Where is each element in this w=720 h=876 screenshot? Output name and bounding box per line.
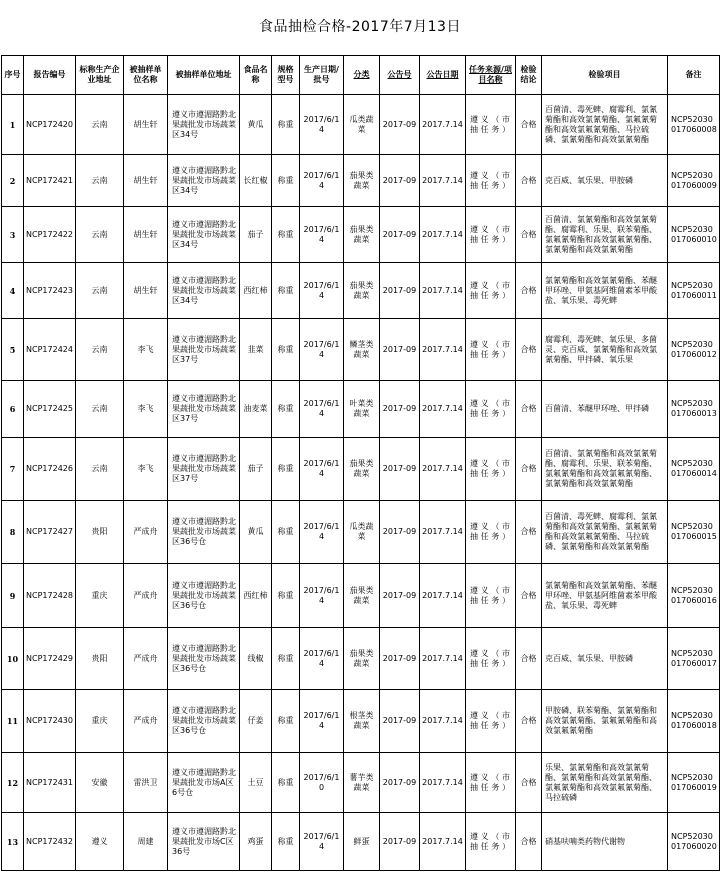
task-source-cell: 遵义（市抽任务） [466, 95, 516, 155]
category-cell: 叶菜类蔬菜 [344, 381, 380, 438]
notice-date-cell: 2017.7.14 [420, 263, 466, 319]
notice-date-cell: 2017.7.14 [420, 628, 466, 690]
production-date-cell: 2017/6/14 [300, 319, 344, 381]
food-name-cell: 茄子 [240, 438, 272, 501]
report-number-cell: NCP172430 [24, 690, 76, 753]
notice-number-cell: 2017-09 [380, 690, 420, 753]
origin-address-cell: 安徽 [76, 753, 124, 813]
spec-cell: 称重 [272, 690, 300, 753]
header-cell: 分类 [344, 56, 380, 95]
food-name-cell: 鸡蛋 [240, 813, 272, 871]
origin-address-cell: 重庆 [76, 564, 124, 628]
category-cell: 薯芋类蔬菜 [344, 753, 380, 813]
result-cell: 合格 [516, 263, 542, 319]
task-source-cell: 遵义（市抽任务） [466, 501, 516, 564]
sampled-unit-cell: 严成舟 [124, 690, 168, 753]
seq-cell: 12 [2, 753, 24, 813]
sampled-unit-cell: 周建 [124, 813, 168, 871]
origin-address-cell: 云南 [76, 263, 124, 319]
food-name-cell: 仔姜 [240, 690, 272, 753]
remark-cell: NCP52030017060013 [668, 381, 720, 438]
sampled-unit-address-cell: 遵义市遵湄路黔北果蔬批发市场蔬菜区34号 [168, 155, 240, 207]
notice-number-cell: 2017-09 [380, 95, 420, 155]
food-name-cell: 油麦菜 [240, 381, 272, 438]
task-source-cell: 遵义（市抽任务） [466, 381, 516, 438]
header-cell: 被抽样单位地址 [168, 56, 240, 95]
remark-cell: NCP52030017060016 [668, 564, 720, 628]
report-number-cell: NCP172425 [24, 381, 76, 438]
test-items-cell: 乐果、氯氰菊酯和高效氯氰菊酯、氯氰菊酯和高效氯氰菊酯、氯氟氰菊酯和高效氯氟氰菊酯、马拉硫磷 [542, 753, 668, 813]
task-source-cell: 遵义（市抽任务） [466, 207, 516, 263]
result-cell: 合格 [516, 501, 542, 564]
sampled-unit-cell: 雷洪卫 [124, 753, 168, 813]
task-source-cell: 遵义（市抽任务） [466, 319, 516, 381]
notice-number-cell: 2017-09 [380, 628, 420, 690]
notice-number-cell: 2017-09 [380, 564, 420, 628]
notice-date-cell: 2017.7.14 [420, 319, 466, 381]
production-date-cell: 2017/6/14 [300, 95, 344, 155]
notice-number-cell: 2017-09 [380, 319, 420, 381]
sampled-unit-cell: 胡生轩 [124, 155, 168, 207]
result-cell: 合格 [516, 813, 542, 871]
sampled-unit-address-cell: 遵义市遵湄路黔北果蔬批发市场蔬菜区34号 [168, 95, 240, 155]
header-cell: 任务来源/项目名称 [466, 56, 516, 95]
table-row [2, 690, 720, 753]
result-cell: 合格 [516, 690, 542, 753]
report-number-cell: NCP172422 [24, 207, 76, 263]
food-name-cell: 长红椒 [240, 155, 272, 207]
header-cell: 规格型号 [272, 56, 300, 95]
remark-cell: NCP52030017060012 [668, 319, 720, 381]
food-name-cell: 茄子 [240, 207, 272, 263]
remark-cell: NCP52030017060019 [668, 753, 720, 813]
task-source-cell: 遵义（市抽任务） [466, 690, 516, 753]
spec-cell: 称重 [272, 628, 300, 690]
table-row [2, 753, 720, 813]
category-cell: 茄果类蔬菜 [344, 155, 380, 207]
seq-cell: 6 [2, 381, 24, 438]
result-cell: 合格 [516, 95, 542, 155]
notice-date-cell: 2017.7.14 [420, 438, 466, 501]
category-cell: 根茎类蔬菜 [344, 690, 380, 753]
notice-number-cell: 2017-09 [380, 207, 420, 263]
table-row [2, 95, 720, 155]
sampled-unit-address-cell: 遵义市遵湄路黔北果蔬批发市场蔬菜区37号 [168, 438, 240, 501]
table-row [2, 628, 720, 690]
seq-cell: 11 [2, 690, 24, 753]
report-number-cell: NCP172429 [24, 628, 76, 690]
report-number-cell: NCP172431 [24, 753, 76, 813]
notice-number-cell: 2017-09 [380, 381, 420, 438]
production-date-cell: 2017/6/10 [300, 753, 344, 813]
spec-cell: 称重 [272, 319, 300, 381]
test-items-cell: 百菌清、苯醚甲环唑、甲拌磷 [542, 381, 668, 438]
category-cell: 茄果类蔬菜 [344, 628, 380, 690]
category-cell: 鳞茎类蔬菜 [344, 319, 380, 381]
food-name-cell: 西红柿 [240, 263, 272, 319]
spec-cell: 称重 [272, 813, 300, 871]
table-row [2, 207, 720, 263]
report-number-cell: NCP172432 [24, 813, 76, 871]
origin-address-cell: 云南 [76, 155, 124, 207]
production-date-cell: 2017/6/14 [300, 207, 344, 263]
sampled-unit-cell: 胡生轩 [124, 263, 168, 319]
notice-date-cell: 2017.7.14 [420, 564, 466, 628]
header-cell: 备注 [668, 56, 720, 95]
header-cell: 序号 [2, 56, 24, 95]
food-name-cell: 线椒 [240, 628, 272, 690]
food-name-cell: 韭菜 [240, 319, 272, 381]
origin-address-cell: 云南 [76, 207, 124, 263]
notice-number-cell: 2017-09 [380, 155, 420, 207]
production-date-cell: 2017/6/14 [300, 381, 344, 438]
notice-date-cell: 2017.7.14 [420, 381, 466, 438]
seq-cell: 4 [2, 263, 24, 319]
remark-cell: NCP52030017060018 [668, 690, 720, 753]
inspection-table [1, 55, 720, 871]
report-number-cell: NCP172424 [24, 319, 76, 381]
production-date-cell: 2017/6/14 [300, 628, 344, 690]
header-cell: 被抽样单位名称 [124, 56, 168, 95]
spec-cell: 称重 [272, 155, 300, 207]
table-row [2, 155, 720, 207]
table-row [2, 263, 720, 319]
food-name-cell: 西红柿 [240, 564, 272, 628]
test-items-cell: 克百威、氧乐果、甲胺磷 [542, 155, 668, 207]
page-title: 食品抽检合格-2017年7月13日 [259, 19, 461, 35]
food-name-cell: 黄瓜 [240, 95, 272, 155]
category-cell: 茄果类蔬菜 [344, 207, 380, 263]
test-items-cell: 硝基呋喃类药物代谢物 [542, 813, 668, 871]
remark-cell: NCP52030017060015 [668, 501, 720, 564]
origin-address-cell: 遵义 [76, 813, 124, 871]
spec-cell: 称重 [272, 207, 300, 263]
seq-cell: 9 [2, 564, 24, 628]
notice-date-cell: 2017.7.14 [420, 95, 466, 155]
test-items-cell: 甲胺磷、联苯菊酯、氯氰菊酯和高效氯氰菊酯、氯氟氰菊酯和高效氯氟氰菊酯 [542, 690, 668, 753]
report-number-cell: NCP172427 [24, 501, 76, 564]
test-items-cell: 克百威、氧乐果、甲胺磷 [542, 628, 668, 690]
food-name-cell: 黄瓜 [240, 501, 272, 564]
sampled-unit-cell: 李飞 [124, 381, 168, 438]
table-row [2, 501, 720, 564]
sampled-unit-address-cell: 遵义市遵湄路黔北果蔬批发市场蔬菜区36号仓 [168, 690, 240, 753]
seq-cell: 1 [2, 95, 24, 155]
report-number-cell: NCP172420 [24, 95, 76, 155]
sampled-unit-address-cell: 遵义市遵湄路黔北果蔬批发市场A区6号仓 [168, 753, 240, 813]
notice-date-cell: 2017.7.14 [420, 690, 466, 753]
test-items-cell: 百菌清、氯氰菊酯和高效氯氰菊酯、腐霉利、乐果、联苯菊酯、氯氟氰菊酯和高效氯氟氰菊酯、氯氰菊酯和高效氯氰菊酯 [542, 207, 668, 263]
test-items-cell: 氯氰菊酯和高效氯氰菊酯、苯醚甲环唑、甲氨基阿维菌素苯甲酸盐、氧乐果、毒死蜱 [542, 564, 668, 628]
notice-date-cell: 2017.7.14 [420, 501, 466, 564]
task-source-cell: 遵义（市抽任务） [466, 628, 516, 690]
header-row [2, 56, 720, 95]
notice-date-cell: 2017.7.14 [420, 753, 466, 813]
remark-cell: NCP52030017060017 [668, 628, 720, 690]
sampled-unit-address-cell: 遵义市遵湄路黔北果蔬批发市场蔬菜区36号仓 [168, 501, 240, 564]
sampled-unit-address-cell: 遵义市遵湄路黔北果蔬批发市场蔬菜区36号仓 [168, 628, 240, 690]
notice-date-cell: 2017.7.14 [420, 813, 466, 871]
test-items-cell: 腐霉利、毒死蜱、氧乐果、多菌灵、克百威、氯氰菊酯和高效氯氰菊酯、甲拌磷、氧乐果 [542, 319, 668, 381]
category-cell: 瓜类蔬菜 [344, 501, 380, 564]
notice-number-cell: 2017-09 [380, 438, 420, 501]
test-items-cell: 百菌清、毒死蜱、腐霉利、氯氰菊酯和高效氯氰菊酯、氯氟氰菊酯和高效氯氟氰菊酯、马拉硫磷、氯氰菊酯和高效氯氰菊酯 [542, 95, 668, 155]
spec-cell: 称重 [272, 564, 300, 628]
category-cell: 鲜蛋 [344, 813, 380, 871]
production-date-cell: 2017/6/14 [300, 501, 344, 564]
table-row [2, 813, 720, 871]
origin-address-cell: 贵阳 [76, 501, 124, 564]
result-cell: 合格 [516, 628, 542, 690]
origin-address-cell: 云南 [76, 95, 124, 155]
table-row [2, 564, 720, 628]
origin-address-cell: 重庆 [76, 690, 124, 753]
remark-cell: NCP52030017060011 [668, 263, 720, 319]
header-cell: 检验项目 [542, 56, 668, 95]
seq-cell: 13 [2, 813, 24, 871]
test-items-cell: 百菌清、氯氰菊酯和高效氯氰菊酯、腐霉利、乐果、联苯菊酯、氯氟氰菊酯和高效氯氟氰菊酯、氯氰菊酯和高效氯氰菊酯 [542, 438, 668, 501]
result-cell: 合格 [516, 319, 542, 381]
sampled-unit-address-cell: 遵义市遵湄路黔北果蔬批发市场C区36号 [168, 813, 240, 871]
spec-cell: 称重 [272, 501, 300, 564]
category-cell: 茄果类蔬菜 [344, 438, 380, 501]
origin-address-cell: 云南 [76, 319, 124, 381]
spec-cell: 称重 [272, 753, 300, 813]
notice-number-cell: 2017-09 [380, 501, 420, 564]
sampled-unit-cell: 李飞 [124, 438, 168, 501]
sampled-unit-cell: 严成舟 [124, 501, 168, 564]
sampled-unit-cell: 胡生轩 [124, 95, 168, 155]
task-source-cell: 遵义（市抽任务） [466, 564, 516, 628]
spec-cell: 称重 [272, 438, 300, 501]
seq-cell: 3 [2, 207, 24, 263]
sampled-unit-address-cell: 遵义市遵湄路黔北果蔬批发市场蔬菜区37号 [168, 381, 240, 438]
test-items-cell: 氯氰菊酯和高效氯氰菊酯、苯醚甲环唑、甲氨基阿维菌素苯甲酸盐、氧乐果、毒死蜱 [542, 263, 668, 319]
result-cell: 合格 [516, 438, 542, 501]
header-cell: 食品名称 [240, 56, 272, 95]
report-number-cell: NCP172428 [24, 564, 76, 628]
seq-cell: 8 [2, 501, 24, 564]
notice-date-cell: 2017.7.14 [420, 207, 466, 263]
task-source-cell: 遵义（市抽任务） [466, 438, 516, 501]
seq-cell: 10 [2, 628, 24, 690]
report-number-cell: NCP172423 [24, 263, 76, 319]
result-cell: 合格 [516, 207, 542, 263]
result-cell: 合格 [516, 155, 542, 207]
origin-address-cell: 云南 [76, 381, 124, 438]
category-cell: 茄果类蔬菜 [344, 263, 380, 319]
production-date-cell: 2017/6/14 [300, 263, 344, 319]
spec-cell: 称重 [272, 95, 300, 155]
production-date-cell: 2017/6/14 [300, 813, 344, 871]
origin-address-cell: 云南 [76, 438, 124, 501]
result-cell: 合格 [516, 381, 542, 438]
task-source-cell: 遵义（市抽任务） [466, 155, 516, 207]
category-cell: 瓜类蔬菜 [344, 95, 380, 155]
notice-number-cell: 2017-09 [380, 263, 420, 319]
report-number-cell: NCP172426 [24, 438, 76, 501]
seq-cell: 2 [2, 155, 24, 207]
result-cell: 合格 [516, 753, 542, 813]
sampled-unit-address-cell: 遵义市遵湄路黔北果蔬批发市场蔬菜区34号 [168, 207, 240, 263]
result-cell: 合格 [516, 564, 542, 628]
header-cell: 公告号 [380, 56, 420, 95]
notice-number-cell: 2017-09 [380, 813, 420, 871]
header-cell: 生产日期/批号 [300, 56, 344, 95]
remark-cell: NCP52030017060009 [668, 155, 720, 207]
remark-cell: NCP52030017060020 [668, 813, 720, 871]
remark-cell: NCP52030017060014 [668, 438, 720, 501]
task-source-cell: 遵义（市抽任务） [466, 753, 516, 813]
table-row [2, 319, 720, 381]
task-source-cell: 遵义（市抽任务） [466, 263, 516, 319]
header-cell: 标称生产企业地址 [76, 56, 124, 95]
food-name-cell: 土豆 [240, 753, 272, 813]
notice-date-cell: 2017.7.14 [420, 155, 466, 207]
table-body [2, 95, 720, 871]
sampled-unit-address-cell: 遵义市遵湄路黔北果蔬批发市场蔬菜区34号 [168, 263, 240, 319]
remark-cell: NCP52030017060008 [668, 95, 720, 155]
seq-cell: 5 [2, 319, 24, 381]
header-cell: 检验结论 [516, 56, 542, 95]
sampled-unit-cell: 胡生轩 [124, 207, 168, 263]
sampled-unit-cell: 严成舟 [124, 564, 168, 628]
production-date-cell: 2017/6/14 [300, 690, 344, 753]
sampled-unit-address-cell: 遵义市遵湄路黔北果蔬批发市场蔬菜区36号仓 [168, 564, 240, 628]
origin-address-cell: 贵阳 [76, 628, 124, 690]
test-items-cell: 百菌清、毒死蜱、腐霉利、氯氰菊酯和高效氯氰菊酯、氯氟氰菊酯和高效氯氟氰菊酯、马拉硫磷、氯氰菊酯和高效氯氰菊酯 [542, 501, 668, 564]
production-date-cell: 2017/6/14 [300, 155, 344, 207]
task-source-cell: 遵义（市抽任务） [466, 813, 516, 871]
sampled-unit-cell: 严成舟 [124, 628, 168, 690]
seq-cell: 7 [2, 438, 24, 501]
production-date-cell: 2017/6/14 [300, 438, 344, 501]
notice-number-cell: 2017-09 [380, 753, 420, 813]
table-row [2, 438, 720, 501]
category-cell: 茄果类蔬菜 [344, 564, 380, 628]
table-row [2, 381, 720, 438]
remark-cell: NCP52030017060010 [668, 207, 720, 263]
sampled-unit-address-cell: 遵义市遵湄路黔北果蔬批发市场蔬菜区37号 [168, 319, 240, 381]
production-date-cell: 2017/6/14 [300, 564, 344, 628]
header-cell: 报告编号 [24, 56, 76, 95]
report-number-cell: NCP172421 [24, 155, 76, 207]
spec-cell: 称重 [272, 381, 300, 438]
sampled-unit-cell: 李飞 [124, 319, 168, 381]
spec-cell: 称重 [272, 263, 300, 319]
header-cell: 公告日期 [420, 56, 466, 95]
